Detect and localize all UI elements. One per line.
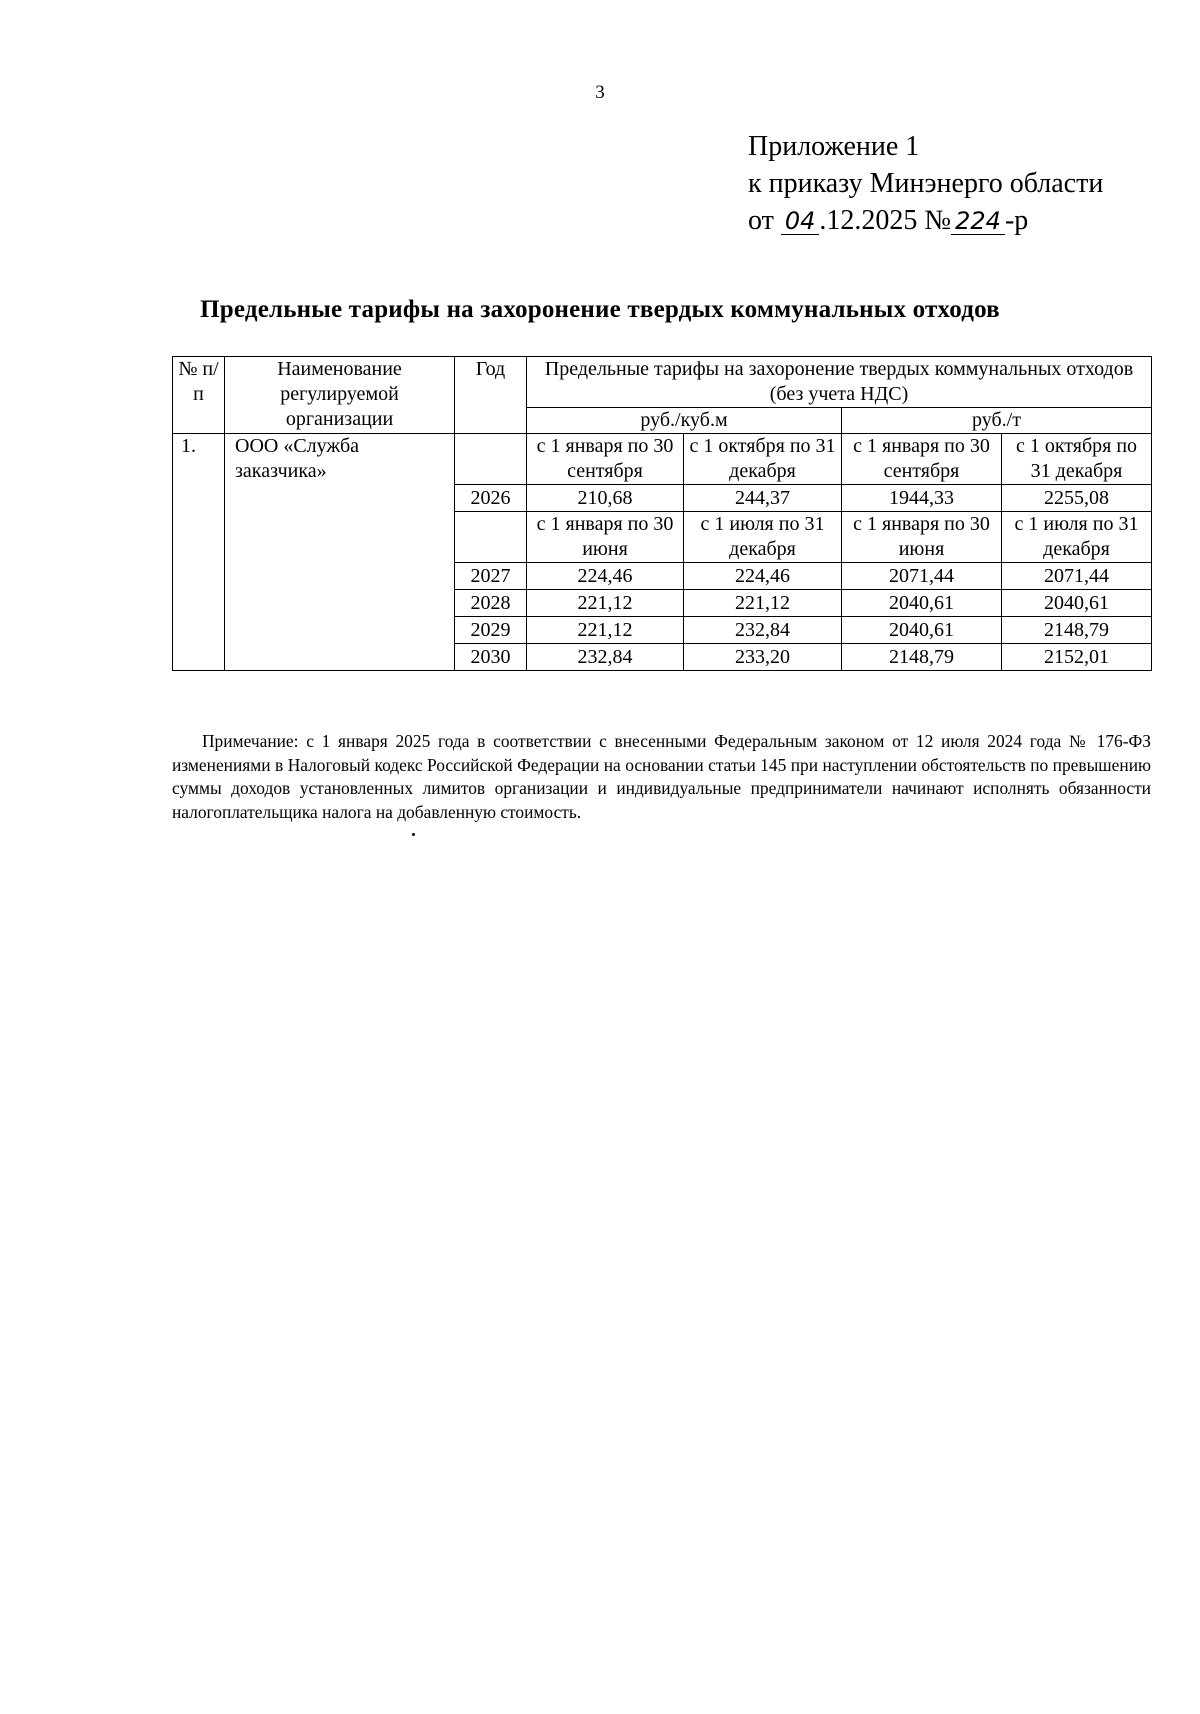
value-2029-mass-1: 2040,61 — [842, 617, 1002, 644]
value-2026-volume-1: 210,68 — [527, 485, 684, 512]
table-row-2029 — [173, 617, 1152, 644]
value-2026-mass-1: 1944,33 — [842, 485, 1002, 512]
period-later-volume-2: с 1 июля по 31 декабря — [684, 512, 842, 563]
stray-dot — [412, 833, 415, 836]
header-org: Наименование регулируемой организации — [225, 357, 455, 434]
table-row-2027 — [173, 563, 1152, 590]
value-2028-mass-1: 2040,61 — [842, 590, 1002, 617]
num-cell-end — [173, 644, 225, 671]
header-tariffs: Предельные тарифы на захоронение твердых коммунальных отходов (без учета НДС) — [527, 357, 1152, 408]
period-year-blank-later — [455, 512, 527, 563]
header-num: № п/п — [173, 357, 225, 434]
org-cell-cont — [225, 617, 455, 644]
header-row-1 — [173, 357, 1152, 408]
period-later-mass-1: с 1 января по 30 июня — [842, 512, 1002, 563]
appendix-line-2: к приказу Минэнерго области — [748, 168, 1104, 199]
num-cell-cont — [173, 485, 225, 512]
row-org: ООО «Служба заказчика» — [225, 434, 455, 485]
header-unit-mass: руб./т — [842, 408, 1152, 434]
value-2028-volume-2: 221,12 — [684, 590, 842, 617]
table-row-2030 — [173, 644, 1152, 671]
header-unit-volume: руб./куб.м — [527, 408, 842, 434]
appendix-line-1: Приложение 1 — [748, 131, 920, 162]
value-2030-volume-1: 232,84 — [527, 644, 684, 671]
period-2026-mass-1: с 1 января по 30 сентября — [842, 434, 1002, 485]
order-suffix: -р — [1004, 205, 1029, 236]
value-2027-mass-2: 2071,44 — [1002, 563, 1152, 590]
year-2027: 2027 — [455, 563, 527, 590]
value-2030-mass-2: 2152,01 — [1002, 644, 1152, 671]
period-2026-volume-1: с 1 января по 30 сентября — [527, 434, 684, 485]
table-row-2026 — [173, 485, 1152, 512]
org-cell-cont — [225, 512, 455, 563]
appendix-date-line — [748, 202, 1103, 239]
date-prefix: от — [748, 205, 774, 236]
period-year-blank-2026 — [455, 434, 527, 485]
table-row-2028 — [173, 590, 1152, 617]
table-row-periods-2026 — [173, 434, 1152, 485]
value-2027-volume-1: 224,46 — [527, 563, 684, 590]
year-2029: 2029 — [455, 617, 527, 644]
value-2028-mass-2: 2040,61 — [1002, 590, 1152, 617]
value-2026-mass-2: 2255,08 — [1002, 485, 1152, 512]
period-later-volume-1: с 1 января по 30 июня — [527, 512, 684, 563]
page-number: 3 — [595, 82, 605, 103]
year-2030: 2030 — [455, 644, 527, 671]
org-cell-cont — [225, 485, 455, 512]
year-2026: 2026 — [455, 485, 527, 512]
value-2027-volume-2: 224,46 — [684, 563, 842, 590]
note-paragraph: Примечание: с 1 января 2025 года в соответствии с внесенными Федеральным законом от 12 июля 2024 года № 176-ФЗ изменениями в Налоговый кодекс Российской Федерации на основании статьи 145 при наступлении обстоятельств по превышению суммы доходов установленных лимитов организации и индивидуальные предприниматели начинают исполнять обязанности налогоплательщика налога на добавленную стоимость. — [172, 731, 1151, 822]
appendix-block — [748, 128, 1103, 239]
tariffs-table — [172, 356, 1152, 671]
value-2028-volume-1: 221,12 — [527, 590, 684, 617]
value-2027-mass-1: 2071,44 — [842, 563, 1002, 590]
num-cell-cont — [173, 617, 225, 644]
num-cell-cont — [173, 563, 225, 590]
value-2030-mass-1: 2148,79 — [842, 644, 1002, 671]
period-2026-mass-2: с 1 октября по 31 декабря — [1002, 434, 1152, 485]
value-2029-mass-2: 2148,79 — [1002, 617, 1152, 644]
row-num: 1. — [173, 434, 225, 485]
value-2029-volume-1: 221,12 — [527, 617, 684, 644]
org-cell-cont — [225, 563, 455, 590]
order-number-handwritten: 224 — [951, 208, 1005, 235]
value-2026-volume-2: 244,37 — [684, 485, 842, 512]
date-rest: .12.2025 № — [819, 205, 952, 236]
document-title: Предельные тарифы на захоронение твердых коммунальных отходов — [200, 296, 1000, 323]
org-cell-cont — [225, 590, 455, 617]
num-cell-cont — [173, 590, 225, 617]
header-year: Год — [455, 357, 527, 434]
value-2029-volume-2: 232,84 — [684, 617, 842, 644]
table-row-periods-later — [173, 512, 1152, 563]
date-day-handwritten: 04 — [781, 208, 820, 235]
year-2028: 2028 — [455, 590, 527, 617]
value-2030-volume-2: 233,20 — [684, 644, 842, 671]
num-cell-cont — [173, 512, 225, 563]
org-cell-end — [225, 644, 455, 671]
period-2026-volume-2: с 1 октября по 31 декабря — [684, 434, 842, 485]
period-later-mass-2: с 1 июля по 31 декабря — [1002, 512, 1152, 563]
